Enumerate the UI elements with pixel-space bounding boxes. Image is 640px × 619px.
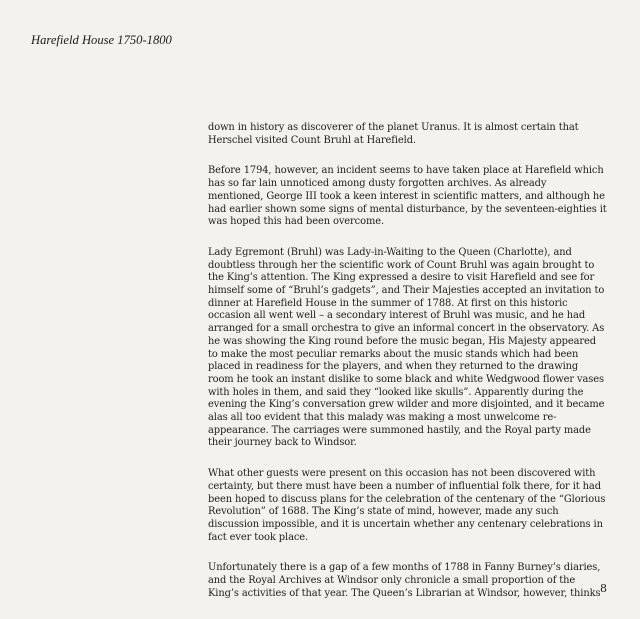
text-line: discussion impossible, and it is uncertain whether any centenary celebrations in: [208, 518, 603, 530]
text-line: Before 1794, however, an incident seems to have taken place at Harefield which: [208, 165, 604, 177]
paragraph: [208, 562, 618, 600]
text-line: alas all too evident that this malady was making a most unwelcome re-: [208, 412, 557, 424]
text-line: room he took an instant dislike to some black and white Wedgwood flower vases: [208, 373, 604, 385]
text-line: appearance. The carriages were summoned hastily, and the Royal party made: [208, 424, 591, 436]
text-line: himself some of “Bruhl’s gadgets”, and Their Majesties accepted an invitation to: [208, 285, 605, 297]
text-line: been hoped to discuss plans for the celebration of the centenary of the “Glorious: [208, 493, 606, 505]
text-line: occasion all went well – a secondary interest of Bruhl was music, and he had: [208, 310, 586, 322]
text-line: King’s activities of that year. The Queen’s Librarian at Windsor, however, thinks: [208, 587, 601, 599]
text-line: certainty, but there must have been a number of influential folk there, for it had: [208, 480, 601, 492]
text-line: Revolution” of 1688. The King’s state of mind, however, made any such: [208, 506, 559, 518]
body-text: [208, 122, 618, 619]
text-line: What other guests were present on this occasion has not been discovered with: [208, 468, 596, 480]
text-line: has so far lain unnoticed among dusty forgotten archives. As already: [208, 178, 547, 190]
text-line: he was showing the King round before the music began, His Majesty appeared: [208, 335, 597, 347]
paragraph: [208, 468, 618, 544]
text-line: down in history as discoverer of the planet Uranus. It is almost certain that: [208, 122, 579, 133]
text-line: Unfortunately there is a gap of a few months of 1788 in Fanny Burney’s diaries,: [208, 562, 601, 574]
text-line: placed in readiness for the players, and when they returned to the drawing: [208, 361, 579, 373]
text-line: evening the King’s conversation grew wilder and more disjointed, and it became: [208, 399, 605, 411]
text-line: and the Royal Archives at Windsor only chronicle a small proportion of the: [208, 575, 576, 587]
paragraph: [208, 165, 618, 229]
text-line: mentioned, George III took a keen interest in scientific matters, and although he: [208, 190, 605, 202]
paragraph: [208, 122, 618, 147]
text-line: was hoped this had been overcome.: [208, 216, 384, 228]
text-line: had earlier shown some signs of mental disturbance, by the seventeen-eighties it: [208, 203, 607, 215]
text-line: to make the most peculiar remarks about the music stands which had been: [208, 348, 579, 360]
text-line: the King’s attention. The King expressed a desire to visit Harefield and see for: [208, 272, 595, 284]
running-head-title: Harefield House 1750-1800: [31, 33, 172, 47]
text-line: with holes in them, and said they “looked like skulls”. Apparently during the: [208, 386, 584, 398]
text-line: dinner at Harefield House in the summer of 1788. At first on this historic: [208, 297, 568, 309]
text-line: arranged for a small orchestra to give an informal concert in the observatory. As: [208, 323, 605, 335]
paragraph: [208, 247, 618, 450]
text-line: Herschel visited Count Bruhl at Harefield.: [208, 134, 416, 146]
text-line: doubtless through her the scientific work of Count Bruhl was again brought to: [208, 259, 595, 271]
text-line: fact ever took place.: [208, 531, 309, 543]
text-line: Lady Egremont (Bruhl) was Lady-in-Waiting to the Queen (Charlotte), and: [208, 246, 572, 258]
text-line: their journey back to Windsor.: [208, 437, 357, 449]
page-number: 8: [600, 582, 607, 595]
